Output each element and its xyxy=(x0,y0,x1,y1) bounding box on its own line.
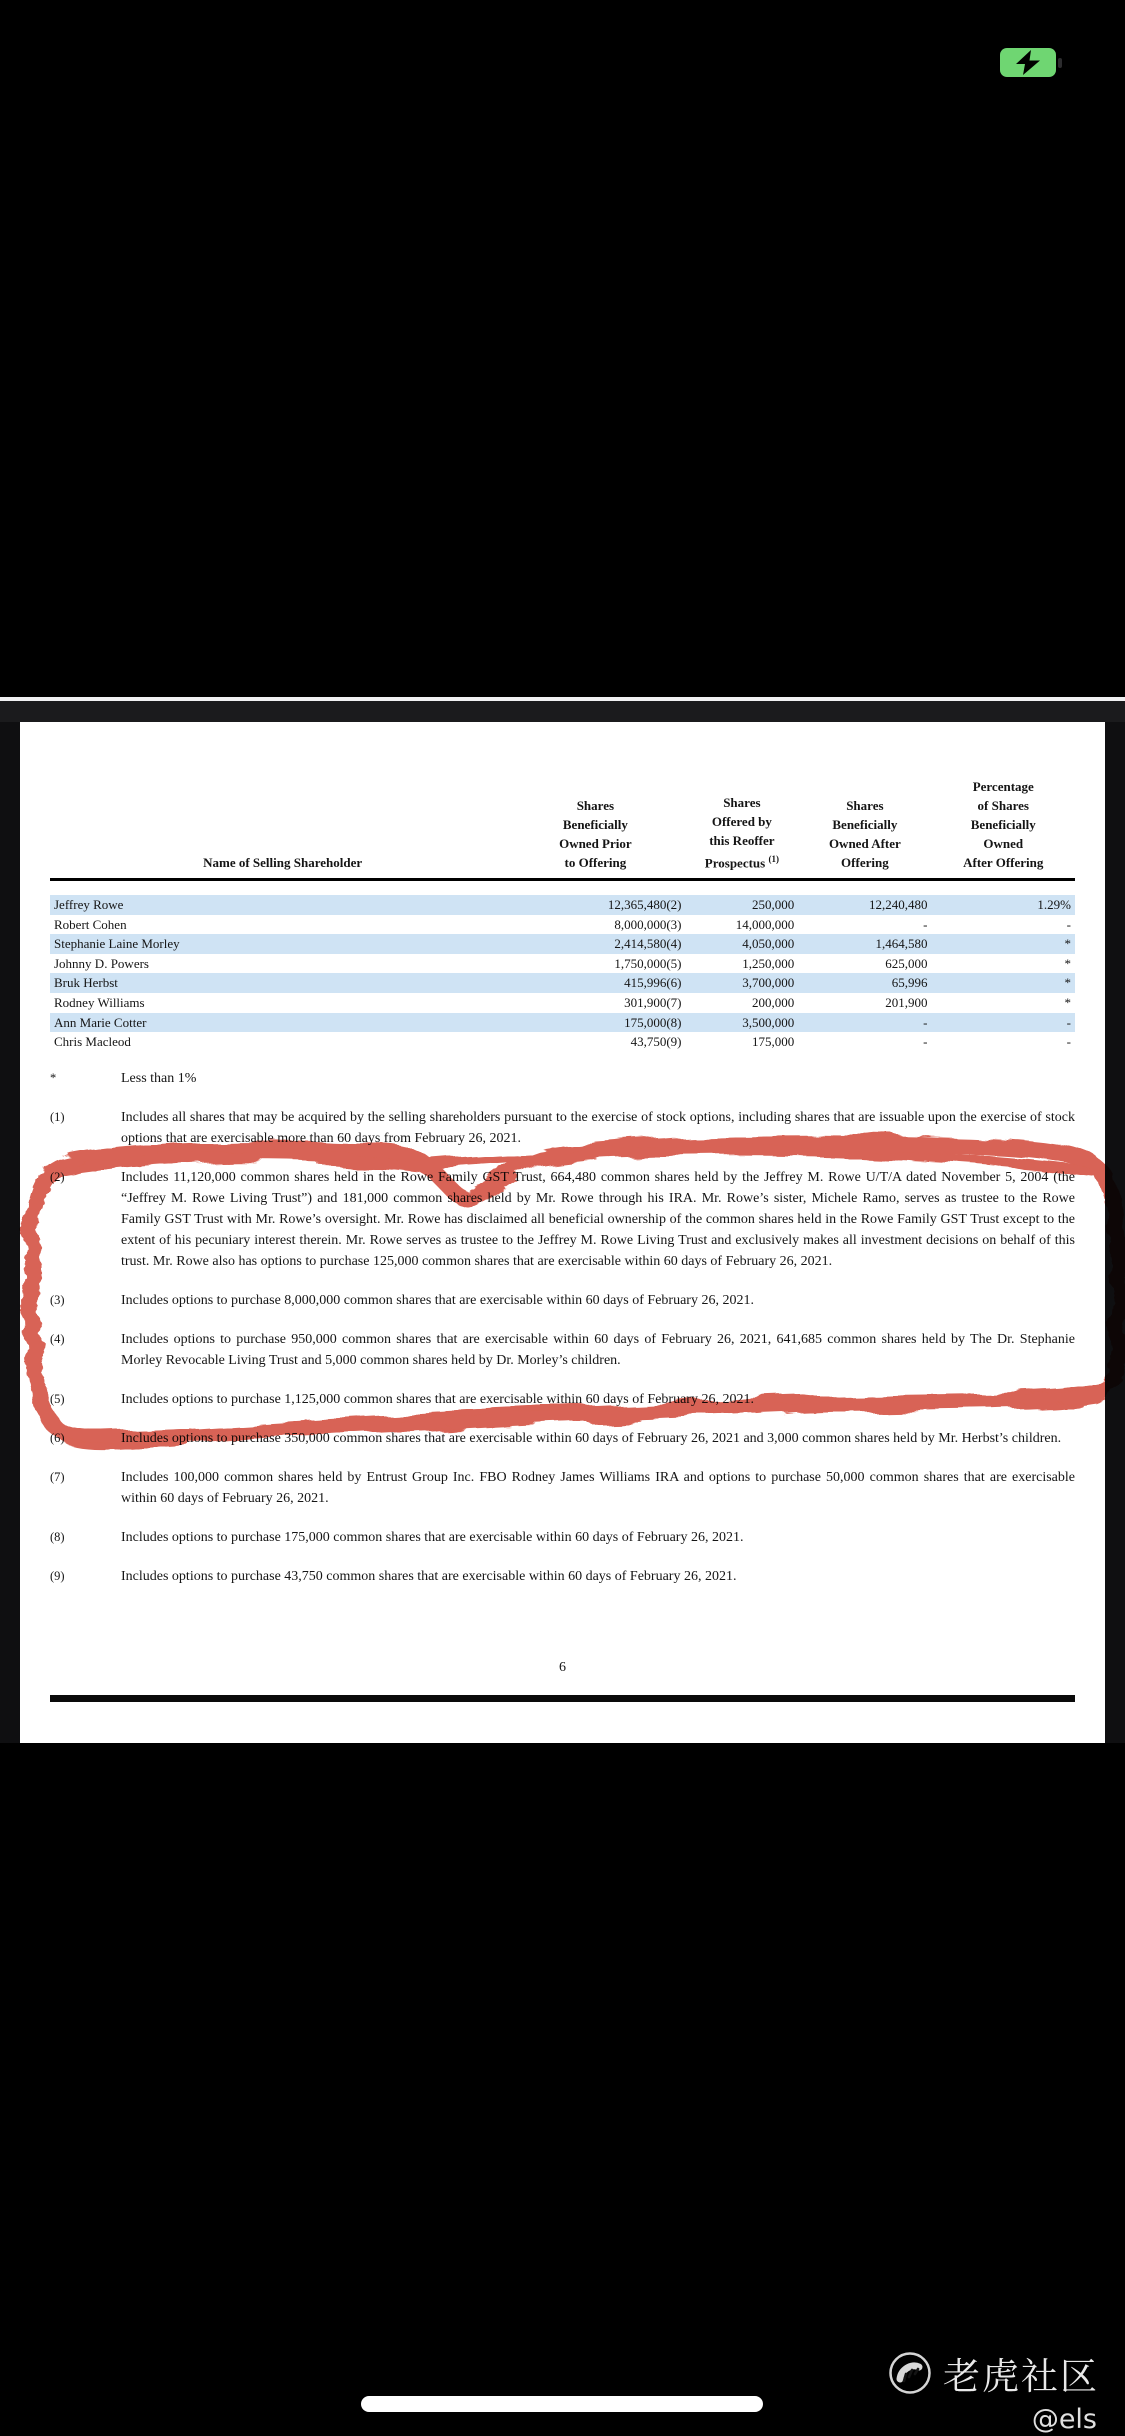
footnote-text: Less than 1% xyxy=(121,1071,197,1086)
watermark-community-name: 老虎社区 xyxy=(943,2355,1099,2398)
footnote xyxy=(50,1329,1075,1371)
tiger-logo-icon xyxy=(887,2350,933,2396)
table-row xyxy=(50,1013,1075,1033)
shareholder-value: 3,700,000 xyxy=(686,973,799,993)
shareholder-value: 8,000,000(3) xyxy=(614,916,682,932)
pdf-viewer-area[interactable] xyxy=(0,722,1125,1743)
shareholder-value: 65,996 xyxy=(798,973,931,993)
shareholder-value: - xyxy=(923,916,928,932)
shareholder-name: Ann Marie Cotter xyxy=(50,1013,429,1033)
column-header: Shares Offered by this Reoffer Prospectus $^{(1)}$ xyxy=(686,777,799,880)
watermark xyxy=(887,2346,1099,2435)
shareholder-value: 415,996(6) xyxy=(429,973,685,993)
shareholder-value: 1,250,000 xyxy=(742,955,795,971)
table-row xyxy=(50,1032,1075,1052)
shareholder-name: Rodney Williams xyxy=(54,994,145,1010)
shareholder-name: Bruk Herbst xyxy=(50,973,429,993)
footnote xyxy=(50,1290,1075,1311)
shareholder-value: 12,240,480 xyxy=(798,895,931,915)
shareholder-value: - xyxy=(1066,1034,1071,1050)
shareholder-value: 1,750,000(5) xyxy=(614,955,682,971)
footnote-label: (1) xyxy=(50,1110,65,1124)
shareholder-value: * xyxy=(1064,994,1071,1010)
shareholder-value: 301,900(7) xyxy=(624,994,682,1010)
footnote-label: (6) xyxy=(50,1431,65,1445)
footnote-label: (8) xyxy=(50,1530,65,1544)
bottom-rule xyxy=(50,1695,1075,1702)
footnote-text: Includes options to purchase 1,125,000 common shares that are exercisable within 60 days of February 26, 2021. xyxy=(121,1392,754,1407)
shareholder-name: Robert Cohen xyxy=(54,916,127,932)
shareholder-value: 1.29% xyxy=(932,895,1076,915)
page-number: 6 xyxy=(559,1660,566,1675)
table-row xyxy=(50,973,1075,993)
shareholder-value: 2,414,580(4) xyxy=(429,934,685,954)
footnote-label: * xyxy=(50,1071,57,1085)
shareholder-value: 175,000 xyxy=(752,1034,795,1050)
shareholder-value: * xyxy=(932,973,1076,993)
table-row xyxy=(50,993,1075,1013)
spacer-row xyxy=(50,880,1075,896)
shareholder-value: 3,500,000 xyxy=(686,1013,799,1033)
shareholder-name: Jeffrey Rowe xyxy=(50,895,429,915)
footnote xyxy=(50,1068,1075,1089)
footnote-text: Includes options to purchase 8,000,000 common shares that are exercisable within 60 days of February 26, 2021. xyxy=(121,1293,754,1308)
table-row xyxy=(50,895,1075,915)
shareholder-value: 4,050,000 xyxy=(686,934,799,954)
footnote-label: (2) xyxy=(50,1170,65,1184)
column-header: Shares Beneficially Owned After Offering xyxy=(798,777,931,880)
page-gap xyxy=(0,701,1125,722)
footnote-text: Includes all shares that may be acquired by the selling shareholders pursuant to the exercise of stock options, including shares that are issuable upon the exercise of stock options that are exercisable more than 60 days from February 26, 2021. xyxy=(121,1110,1075,1146)
footnote-label: (7) xyxy=(50,1470,65,1484)
footnote xyxy=(50,1167,1075,1272)
footnotes xyxy=(50,1068,1075,1605)
table-row xyxy=(50,915,1075,935)
document-page xyxy=(20,722,1105,1743)
shareholder-value: 625,000 xyxy=(885,955,928,971)
footnote xyxy=(50,1389,1075,1410)
shareholder-value: - xyxy=(932,1013,1076,1033)
shareholder-name: Johnny D. Powers xyxy=(54,955,149,971)
shareholder-value: 12,365,480(2) xyxy=(429,895,685,915)
shareholder-value: * xyxy=(1064,955,1071,971)
footnote xyxy=(50,1566,1075,1587)
shareholder-name: Chris Macleod xyxy=(54,1034,131,1050)
status-bar xyxy=(0,0,1125,100)
shareholder-table xyxy=(50,777,1075,1052)
footnote xyxy=(50,1527,1075,1548)
footnote-text: Includes 100,000 common shares held by Entrust Group Inc. FBO Rodney James Williams IRA and options to purchase 50,000 common shares that are exercisable within 60 days of February 26, 2021. xyxy=(121,1470,1075,1506)
shareholder-value: - xyxy=(798,1013,931,1033)
footnote-label: (3) xyxy=(50,1293,65,1307)
shareholder-value: 200,000 xyxy=(752,994,795,1010)
table-row xyxy=(50,934,1075,954)
watermark-handle: @els xyxy=(1031,2404,1097,2435)
column-header: Percentage of Shares Beneficially Owned After Offering xyxy=(932,777,1076,880)
shareholder-value: 14,000,000 xyxy=(735,916,795,932)
shareholder-value: 201,900 xyxy=(885,994,928,1010)
footnote xyxy=(50,1428,1075,1449)
table-body xyxy=(50,880,1075,1052)
table-row xyxy=(50,954,1075,974)
footnote-label: (9) xyxy=(50,1569,65,1583)
column-header: Shares Beneficially Owned Prior to Offering xyxy=(429,777,685,880)
column-header: Name of Selling Shareholder xyxy=(50,777,429,880)
footnote-label: (4) xyxy=(50,1332,65,1346)
table-header xyxy=(50,777,1075,880)
shareholder-name: Stephanie Laine Morley xyxy=(50,934,429,954)
footnote-text: Includes options to purchase 950,000 common shares that are exercisable within 60 days of February 26, 2021, 641,685 common shares held by The Dr. Stephanie Morley Revocable Living Trust and 5,000 common shares held by Dr. Morley’s children. xyxy=(121,1332,1075,1368)
footnote xyxy=(50,1467,1075,1509)
footnote-text: Includes options to purchase 43,750 common shares that are exercisable within 60 days of February 26, 2021. xyxy=(121,1569,737,1584)
shareholder-value: 43,750(9) xyxy=(630,1034,682,1050)
battery-charging-icon xyxy=(1000,48,1062,78)
footnote-text: Includes options to purchase 350,000 common shares that are exercisable within 60 days of February 26, 2021 and 3,000 common shares held by Mr. Herbst’s children. xyxy=(121,1431,1062,1446)
shareholder-value: 250,000 xyxy=(686,895,799,915)
footnote xyxy=(50,1107,1075,1149)
footnote-text: Includes options to purchase 175,000 common shares that are exercisable within 60 days of February 26, 2021. xyxy=(121,1530,744,1545)
home-indicator[interactable] xyxy=(361,2396,763,2412)
shareholder-value: - xyxy=(923,1034,928,1050)
shareholder-value: 175,000(8) xyxy=(429,1013,685,1033)
footnote-label: (5) xyxy=(50,1392,65,1406)
shareholder-value: 1,464,580 xyxy=(798,934,931,954)
shareholder-value: - xyxy=(1066,916,1071,932)
shareholder-value: * xyxy=(932,934,1076,954)
footnote-text: Includes 11,120,000 common shares held in the Rowe Family GST Trust, 664,480 common shares held by the Jeffrey M. Rowe U/T/A dated November 5, 2004 (the “Jeffrey M. Rowe Living Trust”) and 181,000 common shares held by Mr. Rowe through his IRA. Mr. Rowe’s sister, Michele Ramo, serves as trustee to the Rowe Family GST Trust with Mr. Rowe’s oversight. Mr. Rowe has disclaimed all beneficial ownership of the common shares held in the Rowe Family GST Trust except to the extent of his pecuniary interest therein. Mr. Rowe serves as trustee to the Jeffrey M. Rowe Living Trust and exclusively makes all investment decisions on behalf of this trust. Mr. Rowe also has options to purchase 125,000 common shares that are exercisable within 60 days of February 26, 2021. xyxy=(121,1170,1075,1269)
